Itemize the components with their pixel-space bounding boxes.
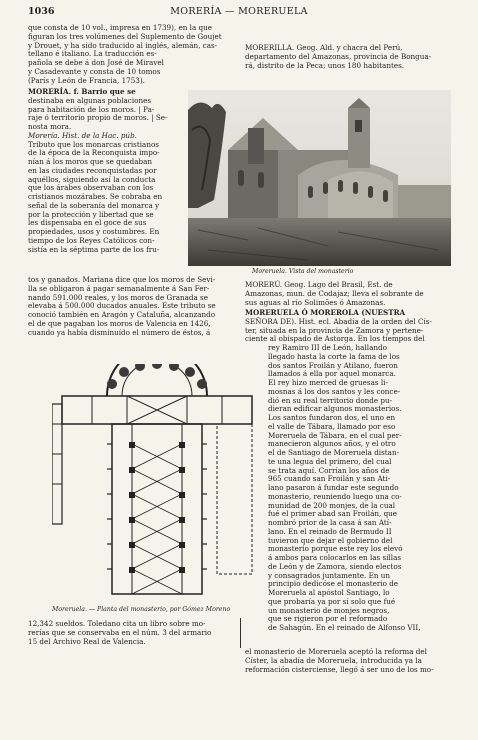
moreruela-entry-end <box>245 648 451 674</box>
text-line: te una legua del primero, del cual <box>268 456 392 466</box>
text-line: por la protección y libertad que se <box>28 209 154 219</box>
text-line: 15 del Archivo Real de Valencia. <box>28 636 146 646</box>
text-line: tiempo de los Reyes Católicos con- <box>28 235 155 245</box>
text-line: que probaría ya por sí solo que fué <box>268 596 396 606</box>
text-line: en las ciudades reconquistadas por <box>28 165 157 175</box>
text-line: nían á los moros que se quedaban <box>28 157 153 166</box>
text-line: MORERUELA Ó MOREROLA (NUESTRA <box>245 308 406 317</box>
text-line: cristianos mozárabes. Se cobraba en <box>28 192 163 201</box>
text-line: Císter, la abadía de Moreruela, introducida ya la <box>245 655 422 665</box>
text-line: dieran edificar algunos monasterios. <box>268 404 402 414</box>
text-line: (París y León de Francia, 1753). <box>28 75 145 85</box>
text-line: y consagrados juntamente. En un <box>268 570 391 580</box>
column-divider <box>240 618 241 648</box>
text-line: y Drouet, y ha sido traducido al inglés, alemán, cas- <box>28 40 218 50</box>
moreruela-entry <box>245 309 451 344</box>
text-line: un monasterio de monjes negros, <box>268 605 390 615</box>
monastery-photo <box>188 90 451 266</box>
text-line: Moreruela al apóstol Santiago, lo <box>268 588 390 597</box>
text-line: monasterio porque este rey los elevó <box>268 544 403 554</box>
text-line: que consta de 10 vol., impresa en 1739), en la que <box>28 23 213 32</box>
text-line: nombró prior de la casa á san Atí- <box>268 518 392 527</box>
text-line: MORERÚ. Geog. Lago del Brasil, Est. de <box>245 280 393 289</box>
text-line: Tributo que los monarcas cristianos <box>28 139 159 149</box>
text-line: llegado hasta la corte la fama de los <box>268 351 400 361</box>
text-line: MORERILLA. Geog. Ald. y chacra del Perú, <box>245 43 403 52</box>
text-line: nosta mora. <box>28 122 72 131</box>
text-line: lano pasaron á fundar este segundo <box>268 483 399 492</box>
left-column-bottom <box>28 620 236 646</box>
text-line: á ambos para colocarlos en las sillas <box>268 553 402 562</box>
text-line: conoció también en Aragón y Cataluña, alcanzando <box>28 310 216 319</box>
text-line: señal de la soberanía del monarca y <box>28 200 160 210</box>
text-line: de Sahagún. En el reinado de Alfonso VII, <box>268 623 421 632</box>
text-line: manecieron algunos años, y el otro <box>268 439 396 449</box>
text-line: lla se obligaron á pagar semanalmente á San Fer- <box>28 283 210 293</box>
text-line: destinaba en algunas poblaciones <box>28 95 152 105</box>
text-line: sistía en la séptima parte de los fru- <box>28 244 160 254</box>
text-line: Morería. Hist. de la Hac. púb. <box>28 130 137 140</box>
moreru-entry <box>245 281 451 307</box>
floor-plan-drawing <box>52 364 262 604</box>
text-line: tos y ganados. Mariana dice que los moros de Sevi- <box>28 275 216 284</box>
text-line: mosnas á los dos santos y les conce- <box>268 386 401 396</box>
text-line: aquéllos, siguiendo así la conducta <box>28 174 156 184</box>
plan-caption: Moreruela. — Planta del monasterio, por Gómez Moreno <box>52 606 231 613</box>
text-line: raje ó territorio propio de moros. | Se- <box>28 113 168 123</box>
text-line: principio dedicóse el monasterio de <box>268 579 399 589</box>
text-line: de León y de Zamora, siendo electos <box>268 561 402 571</box>
monastery-floor-plan <box>52 364 236 604</box>
text-line: Los santos fundaron dos, el uno en <box>268 413 396 422</box>
text-line: departamento del Amazonas, provincia de Bongua- <box>245 51 432 61</box>
text-line: Amazonas, mun. de Codajaz; lleva el sobrante de <box>245 288 424 298</box>
text-line: el de que pagaban los moros de Valencia en 1426, <box>28 318 211 328</box>
text-line: se trata aquí. Corrían los años de <box>268 465 390 475</box>
page-number: 1036 <box>28 6 55 17</box>
text-line: figuran los tres volúmenes del Suplemento de Goujet <box>28 31 222 41</box>
text-line: ciente al obispado de Astorga. En los tiempos del <box>245 334 425 344</box>
text-line: SEÑORA DE). Hist. ecl. Abadía de la orden del Cís- <box>245 316 432 326</box>
text-line: dos santos Froilán y Atilano, fueron <box>268 360 398 370</box>
text-line: munidad de 200 monjes, de la cual <box>268 500 396 510</box>
text-line: para habitación de los moros. | Pa- <box>28 104 155 114</box>
text-line: 965 cuando san Froilán y san Ati- <box>268 474 391 484</box>
moreria-entry <box>28 88 184 254</box>
running-head: MORERÍA — MORERUELA <box>170 6 308 17</box>
text-line: MORERÍA. f. Barrio que se <box>28 87 136 96</box>
text-line: llamados á ella por aquel monarca. <box>268 369 396 379</box>
text-line: tuvieron que dejar el gobierno del <box>268 535 393 545</box>
text-line: el de Santiago de Moreruela distan- <box>268 448 400 457</box>
moreruela-entry-continued <box>268 344 451 633</box>
moreria-entry-continued <box>28 276 236 337</box>
text-line: fué el primer abad san Froilán, que <box>268 509 398 519</box>
text-line: que los árabes observaban con los <box>28 183 154 193</box>
text-line: que se rigieron por el reformado <box>268 614 388 624</box>
text-line: propiedades, usos y costumbres. En <box>28 227 160 236</box>
text-line: lano. En el reinado de Bermudo II <box>268 526 392 536</box>
text-line: rey Ramiro III de León, hallando <box>268 343 387 352</box>
text-line: Moreruela de Tábara, en el cual per- <box>268 430 402 440</box>
text-line: y Casadevante y consta de 10 tomos <box>28 66 161 76</box>
text-line: dió en su real territorio donde pu- <box>268 395 393 405</box>
text-line: rá, distrito de la Peca; unos 180 habitantes. <box>245 60 405 70</box>
text-line: monasterio, reuniendo luego una co- <box>268 491 402 501</box>
text-line: 12,342 sueldos. Toledano cita un libro sobre mo- <box>28 619 206 628</box>
text-line: nando 591.000 reales, y los moros de Granada se <box>28 292 208 302</box>
text-line: sus aguas al río Solimões ó Amazonas. <box>245 297 386 307</box>
text-line: rerías que se conservaba en el núm. 3 del armario <box>28 627 212 637</box>
text-line: tellano é italiano. La traducción es- <box>28 49 157 59</box>
text-line: de la época de la Reconquista impo- <box>28 148 160 158</box>
text-line: pañola se debe á don José de Miravel <box>28 58 164 67</box>
text-line: les dispensaba en el goce de sus <box>28 218 147 228</box>
text-line: el monasterio de Moreruela aceptó la reforma del <box>245 647 427 656</box>
left-column-top <box>28 24 236 85</box>
text-line: el valle de Tábara, llamado por eso <box>268 421 396 431</box>
text-line: El rey hizo merced de gruesas li- <box>268 378 388 387</box>
text-line: cuando ya había disminuído el número de éstos, á <box>28 327 211 337</box>
text-line: elevaba á 500.000 ducados anuales. Este tributo se <box>28 301 216 311</box>
text-line: reformación cisterciense, llegó á ser uno de los mo- <box>245 664 434 674</box>
text-line: ter, situada en la provincia de Zamora y pertene- <box>245 325 424 335</box>
monastery-illustration <box>188 90 451 266</box>
morerilla-entry <box>245 44 451 70</box>
photo-caption: Moreruela. Vista del monasterio <box>252 268 354 275</box>
